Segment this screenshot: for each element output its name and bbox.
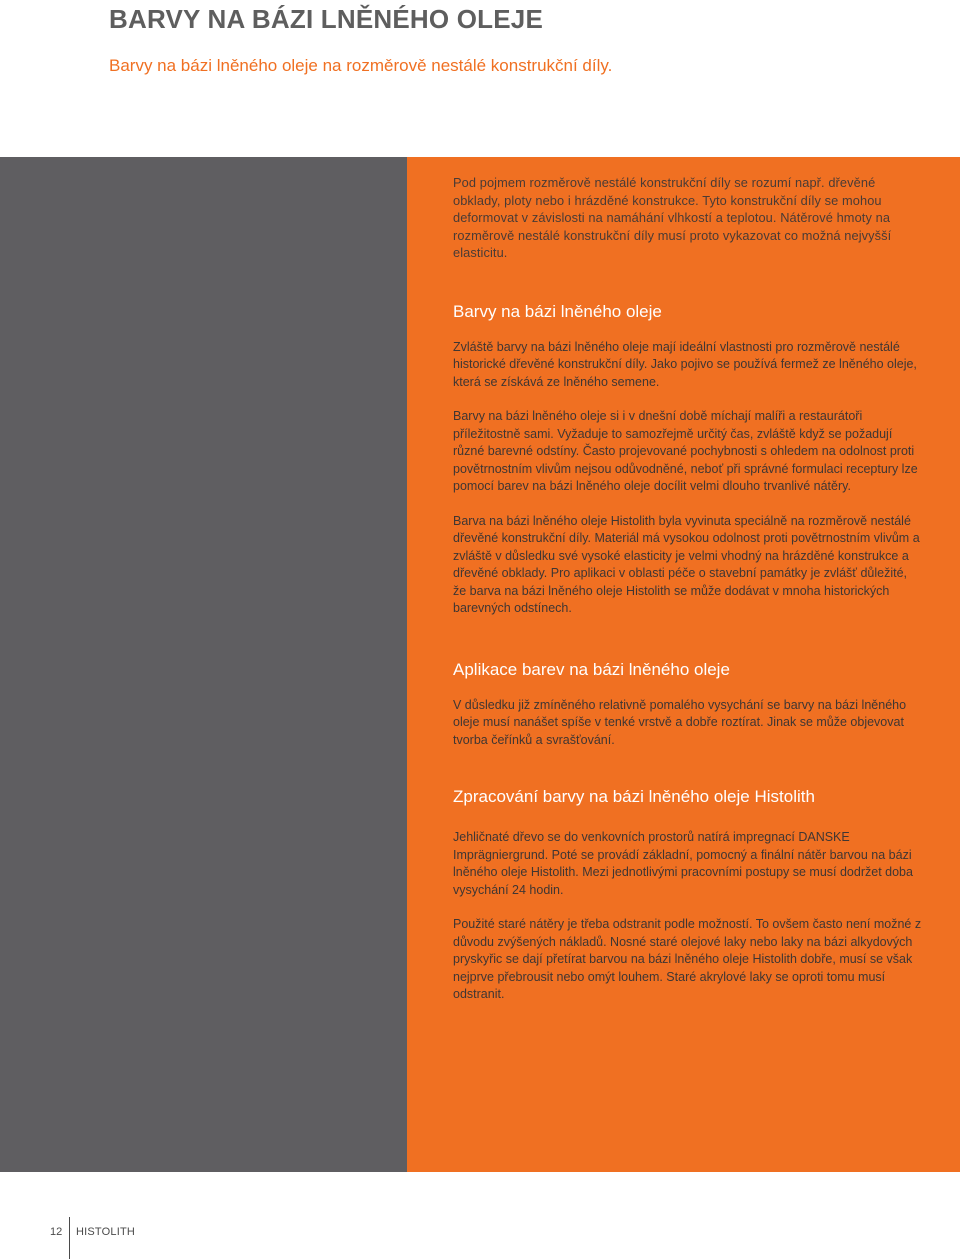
section1-paragraph: Zvláště barvy na bázi lněného oleje mají ideální vlastnosti pro rozměrově nestálé historické dřevěné konstrukční díly. Jako pojivo se používá fermež ze lněného oleje, která se získává ze lněného semene. xyxy=(453,339,917,389)
intro-paragraph: Pod pojmem rozměrově nestálé konstrukční díly se rozumí např. dřevěné obklady, ploty nebo i hrázděné konstrukce. Tyto konstrukční díly se mohou deformovat v závislosti na namáhání vlhkostí a teplotou. Nátěrové hmoty na rozměrově nestálé konstrukční díly musí proto vykazovat co možná nejvyšší elasticitu. xyxy=(453,175,892,260)
section-heading-application: Aplikace barev na bázi lněného oleje xyxy=(453,659,730,679)
page-subtitle: Barvy na bázi lněného oleje na rozměrově nestálé konstrukční díly. xyxy=(109,56,613,75)
page-title: BARVY NA BÁZI LNĚNÉHO OLEJE xyxy=(109,4,543,34)
section-heading-processing: Zpracování barvy na bázi lněného oleje Histolith xyxy=(453,787,815,806)
page-number: 12 xyxy=(50,1226,63,1238)
section3-paragraph: Použité staré nátěry je třeba odstranit podle možností. To ovšem často není možné z důvodu zvýšených nákladů. Nosné staré olejové laky nebo laky na bázi alkydových pryskyřic se dají přetírat barvou na bázi lněného oleje Histolith dobře, musí se však nejprve přebrousit nebo omýt louhem. Staré akrylové laky se oproti tomu musí odstranit. xyxy=(453,917,922,1001)
section1-paragraph: Barvy na bázi lněného oleje si i v dnešní době míchají malíři a restaurátoři příležitostně sami. Vyžaduje to samozřejmě určitý čas, zvláště když se požadují různé barevné odstíny. Často projevované pochybnosti s ohledem na odolnost proti povětrnostním vlivům nejsou odůvodněné, neboť při správné formulaci receptury lze pomocí barev na bázi lněného oleje docílit velmi dlouho trvanlivé nátěry. xyxy=(453,409,918,493)
gray-side-panel xyxy=(0,157,407,1172)
footer-brand: HISTOLITH xyxy=(76,1226,136,1238)
footer-divider xyxy=(69,1217,70,1259)
section1-paragraph: Barva na bázi lněného oleje Histolith byla vyvinuta speciálně na rozměrově nestálé dřevěné konstrukční díly. Materiál má vysokou odolnost proti povětrnostním vlivům a zvláště v důsledku své vysoké elasticity je velmi vhodný na hrázděné konstrukce a dřevěné obklady. Pro aplikaci v oblasti péče o stavební památky je zvlášť důležité, že barva na bázi lněného oleje Histolith se může dodávat v mnoha historických barevných odstínech. xyxy=(453,513,920,615)
section-heading-linseed-paints: Barvy na bázi lněného oleje xyxy=(453,301,662,321)
section3-paragraph: Jehličnaté dřevo se do venkovních prostorů natírá impregnací DANSKE Imprägniergrund. Poté se provádí základní, pomocný a finální nátěr barvou na bázi lněného oleje Histolith. Mezi jednotlivými pracovními postupy se musí dodržet doba vysychání 24 hodin. xyxy=(453,830,913,897)
content-column xyxy=(453,174,923,1004)
section2-paragraph: V důsledku již zmíněného relativně pomalého vysychání se barvy na bázi lněného oleje musí nanášet spíše v tenké vrstvě a dobře roztírat. Jinak se může objevovat tvorba čeřínků a svrašťování. xyxy=(453,697,907,747)
